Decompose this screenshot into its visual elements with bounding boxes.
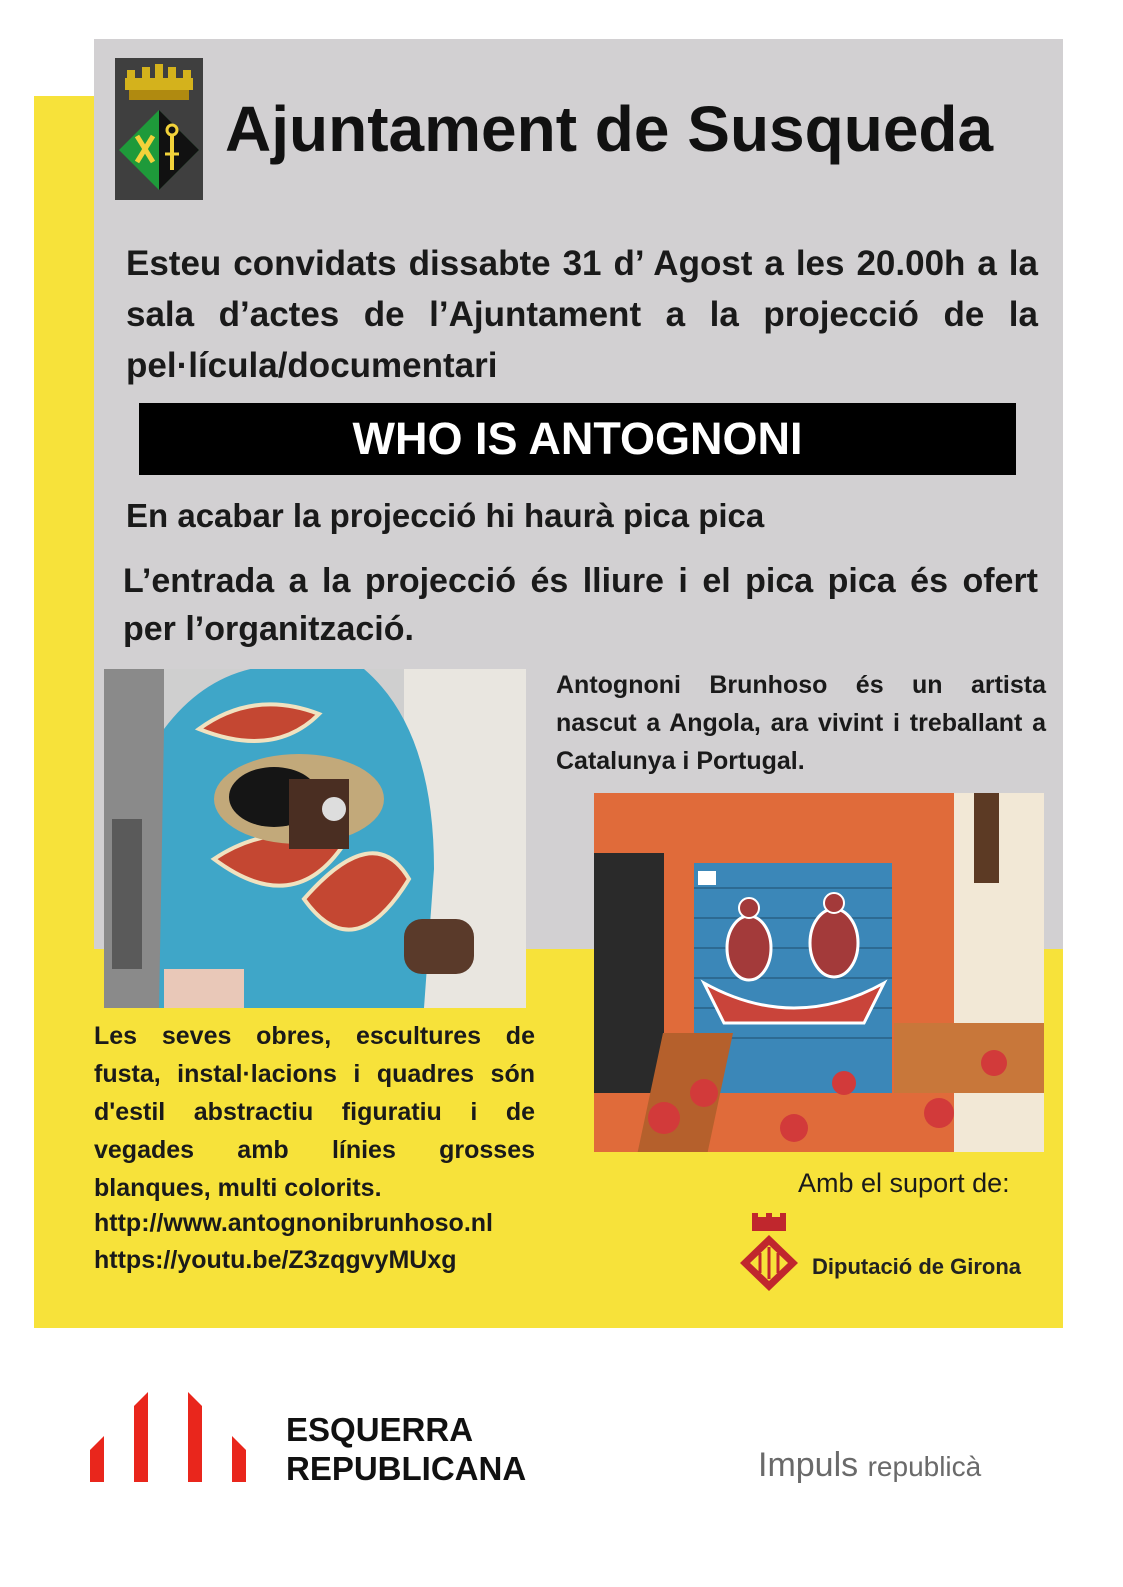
artist-bio-text: Antognoni Brunhoso és un artista nascut a Angola, ara vivint i treballant a Catalunya i Portugal. [556,671,1046,775]
film-title: WHO IS ANTOGNONI [352,413,803,464]
entrance-text: L’entrada a la projecció és lliure i el pica pica és ofert per l’organització. [123,562,1038,648]
film-title-banner [139,403,1016,475]
esquerra-republicana-logo-icon [90,1392,246,1482]
youtube-link[interactable]: https://youtu.be/Z3zqgvyMUxg [94,1246,457,1274]
page-title: Ajuntament de Susqueda [225,93,994,165]
support-label: Amb el suport de: [798,1168,1010,1198]
coat-of-arms-icon [115,58,203,200]
after-screening-text: En acabar la projecció hi haurà pica pica [126,497,765,534]
republica-word: republicà [867,1451,982,1482]
impuls-republica-logo [758,1446,981,1485]
restaurant-shutter-photo [594,793,1044,1152]
website-link[interactable]: http://www.antognonibrunhoso.nl [94,1209,493,1237]
artist-mask-photo [104,669,526,1008]
party-name [286,1410,526,1488]
diputacio-girona-logo-icon [738,1213,800,1293]
impuls-word: Impuls [758,1446,859,1484]
sponsor-name: Diputació de Girona [812,1254,1022,1279]
artist-works-text: Les seves obres, escultures de fusta, instal·lacions i quadres són d'estil abstractiu figuratiu i de vegades amb línies grosses blanques, multi colorits. [94,1022,535,1202]
invitation-text: Esteu convidats dissabte 31 d’ Agost a les 20.00h a la sala d’actes de l’Ajuntament a la projecció de la pel·lícula/documentari [126,244,1038,385]
party-name-line1: ESQUERRA [286,1411,474,1448]
party-name-line2: REPUBLICANA [286,1450,527,1487]
